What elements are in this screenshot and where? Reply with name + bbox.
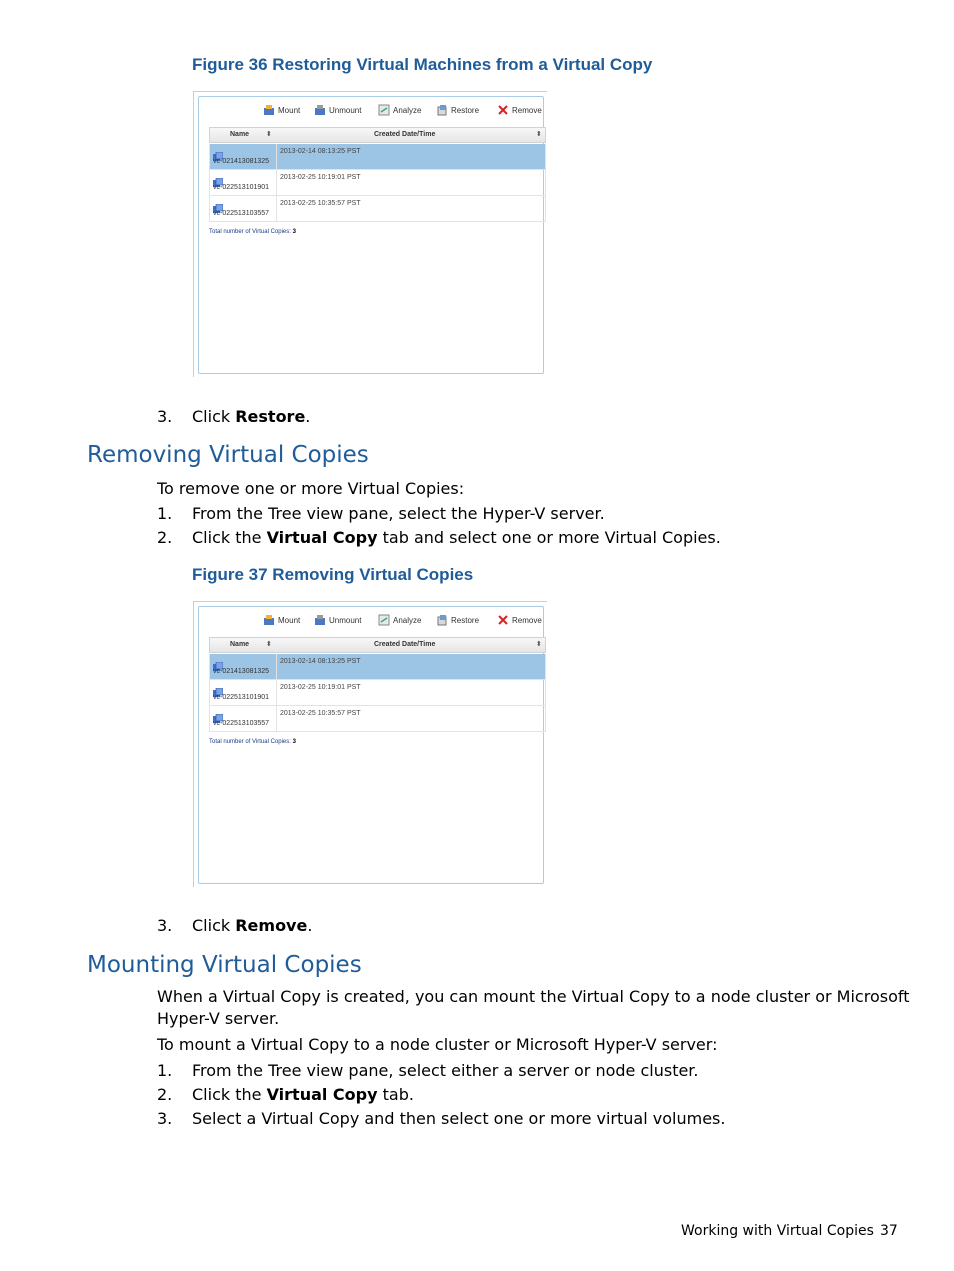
column-created[interactable]: Created Date/Time bbox=[374, 131, 436, 138]
column-name[interactable]: Name bbox=[230, 131, 250, 138]
sort-arrows-icon[interactable]: ⬍ bbox=[266, 640, 272, 648]
row-name: vc-021413081325 bbox=[213, 158, 270, 165]
removing-step-2 bbox=[157, 527, 857, 548]
figure-37-caption: Figure 37 Removing Virtual Copies bbox=[192, 565, 474, 584]
analyze-label: Analyze bbox=[393, 615, 422, 625]
virtual-copy-icon bbox=[213, 199, 223, 209]
virtual-copy-icon bbox=[213, 173, 223, 183]
removing-step-3 bbox=[157, 915, 857, 936]
analyze-icon bbox=[378, 104, 390, 116]
figure-37-screenshot bbox=[193, 601, 547, 887]
removing-intro: To remove one or more Virtual Copies: bbox=[157, 479, 465, 498]
row-name: vc-022513103557 bbox=[213, 210, 270, 217]
total-value: 3 bbox=[292, 739, 296, 745]
step-text bbox=[192, 1084, 414, 1105]
column-divider bbox=[276, 196, 277, 221]
mounting-para-line-2: Hyper-V server. bbox=[157, 1009, 280, 1028]
table-row[interactable] bbox=[209, 196, 546, 222]
footer-section-title: Working with Virtual Copies bbox=[681, 1223, 874, 1239]
mount-button[interactable] bbox=[263, 612, 300, 628]
unmount-icon bbox=[314, 614, 326, 626]
row-created: 2013-02-25 10:19:01 PST bbox=[280, 174, 361, 181]
virtual-copy-bold: Virtual Copy bbox=[266, 1085, 378, 1104]
step-text: From the Tree view pane, select either a server or node cluster. bbox=[192, 1061, 699, 1080]
mounting-para-line-1: When a Virtual Copy is created, you can mount the Virtual Copy to a node cluster or Microsoft bbox=[157, 987, 910, 1006]
total-label: Total number of Virtual Copies: bbox=[209, 229, 291, 235]
table-row[interactable] bbox=[209, 144, 546, 170]
analyze-button[interactable] bbox=[378, 612, 421, 628]
unmount-label: Unmount bbox=[329, 615, 362, 625]
mount-label: Mount bbox=[278, 105, 301, 115]
table-row[interactable] bbox=[209, 654, 546, 680]
step-prefix: Click bbox=[192, 916, 236, 935]
row-name: vc-022513103557 bbox=[213, 720, 270, 727]
analyze-button[interactable] bbox=[378, 102, 421, 118]
unmount-label: Unmount bbox=[329, 105, 362, 115]
row-name: vc-022513101901 bbox=[213, 694, 270, 701]
table-header bbox=[209, 127, 546, 143]
step-prefix: Click the bbox=[192, 528, 267, 547]
step-suffix: . bbox=[305, 407, 311, 426]
step-text: From the Tree view pane, select the Hyper-V server. bbox=[192, 504, 605, 523]
step-prefix: Click bbox=[192, 407, 236, 426]
removing-step-1 bbox=[157, 503, 857, 524]
mounting-heading: Mounting Virtual Copies bbox=[87, 952, 362, 978]
table-row[interactable] bbox=[209, 680, 546, 706]
step-suffix: tab and select one or more Virtual Copies. bbox=[377, 528, 721, 547]
restore-step-3 bbox=[157, 406, 857, 427]
step-prefix: Click the bbox=[192, 1085, 267, 1104]
table-header bbox=[209, 637, 546, 653]
table-row[interactable] bbox=[209, 706, 546, 732]
virtual-copy-bold: Virtual Copy bbox=[266, 528, 378, 547]
mount-button[interactable] bbox=[263, 102, 300, 118]
column-divider bbox=[276, 144, 277, 169]
step-number: 1. bbox=[157, 504, 173, 523]
column-divider bbox=[276, 680, 277, 705]
table-row[interactable] bbox=[209, 170, 546, 196]
mounting-step-1 bbox=[157, 1060, 857, 1081]
restore-button[interactable] bbox=[436, 102, 479, 118]
step-number: 2. bbox=[157, 1085, 173, 1104]
row-created: 2013-02-25 10:19:01 PST bbox=[280, 684, 361, 691]
mounting-step-3 bbox=[157, 1108, 857, 1129]
step-text bbox=[192, 915, 312, 936]
step-number: 3. bbox=[157, 407, 173, 426]
sort-arrows-icon[interactable]: ⬍ bbox=[536, 640, 542, 648]
remove-icon bbox=[497, 104, 509, 116]
mount-icon bbox=[263, 614, 275, 626]
total-label: Total number of Virtual Copies: bbox=[209, 739, 291, 745]
mounting-intro: To mount a Virtual Copy to a node cluster or Microsoft Hyper-V server: bbox=[157, 1035, 718, 1054]
toolbar bbox=[263, 102, 548, 120]
step-number: 1. bbox=[157, 1061, 173, 1080]
step-suffix: tab. bbox=[377, 1085, 414, 1104]
column-divider bbox=[276, 654, 277, 679]
restore-icon bbox=[436, 614, 448, 626]
virtual-copy-icon bbox=[213, 709, 223, 719]
figure-36-screenshot bbox=[193, 91, 547, 377]
sort-arrows-icon[interactable]: ⬍ bbox=[536, 130, 542, 138]
mount-label: Mount bbox=[278, 615, 301, 625]
step-number: 3. bbox=[157, 916, 173, 935]
figure-36-caption: Figure 36 Restoring Virtual Machines from a Virtual Copy bbox=[192, 55, 653, 74]
restore-label-bold: Restore bbox=[235, 407, 306, 426]
row-name: vc-021413081325 bbox=[213, 668, 270, 675]
virtual-copy-icon bbox=[213, 683, 223, 693]
column-divider bbox=[276, 706, 277, 731]
step-number: 2. bbox=[157, 528, 173, 547]
virtual-copy-icon bbox=[213, 147, 223, 157]
virtual-copy-icon bbox=[213, 657, 223, 667]
virtual-copy-panel bbox=[198, 606, 544, 884]
row-created: 2013-02-14 08:13:25 PST bbox=[280, 658, 361, 665]
column-name[interactable]: Name bbox=[230, 641, 250, 648]
remove-label: Remove bbox=[512, 105, 542, 115]
analyze-label: Analyze bbox=[393, 105, 422, 115]
row-created: 2013-02-14 08:13:25 PST bbox=[280, 148, 361, 155]
unmount-button[interactable] bbox=[314, 102, 361, 118]
row-name: vc-022513101901 bbox=[213, 184, 270, 191]
analyze-icon bbox=[378, 614, 390, 626]
restore-button[interactable] bbox=[436, 612, 479, 628]
step-text: Select a Virtual Copy and then select one or more virtual volumes. bbox=[192, 1109, 726, 1128]
total-count bbox=[209, 739, 296, 745]
remove-icon bbox=[497, 614, 509, 626]
step-suffix: . bbox=[307, 916, 313, 935]
column-divider bbox=[276, 170, 277, 195]
step-text bbox=[192, 527, 721, 548]
page-number: 37 bbox=[880, 1223, 898, 1239]
total-count bbox=[209, 229, 296, 235]
remove-button[interactable] bbox=[497, 102, 542, 118]
row-created: 2013-02-25 10:35:57 PST bbox=[280, 710, 361, 717]
mount-icon bbox=[263, 104, 275, 116]
row-created: 2013-02-25 10:35:57 PST bbox=[280, 200, 361, 207]
remove-label: Remove bbox=[512, 615, 542, 625]
sort-arrows-icon[interactable]: ⬍ bbox=[266, 130, 272, 138]
toolbar bbox=[263, 612, 548, 630]
total-value: 3 bbox=[292, 229, 296, 235]
unmount-icon bbox=[314, 104, 326, 116]
unmount-button[interactable] bbox=[314, 612, 361, 628]
removing-heading: Removing Virtual Copies bbox=[87, 442, 369, 468]
step-text bbox=[192, 406, 310, 427]
remove-label-bold: Remove bbox=[235, 916, 308, 935]
restore-label: Restore bbox=[451, 615, 480, 625]
restore-icon bbox=[436, 104, 448, 116]
mounting-step-2 bbox=[157, 1084, 857, 1105]
remove-button[interactable] bbox=[497, 612, 542, 628]
column-created[interactable]: Created Date/Time bbox=[374, 641, 436, 648]
step-number: 3. bbox=[157, 1109, 173, 1128]
virtual-copy-panel bbox=[198, 96, 544, 374]
restore-label: Restore bbox=[451, 105, 480, 115]
